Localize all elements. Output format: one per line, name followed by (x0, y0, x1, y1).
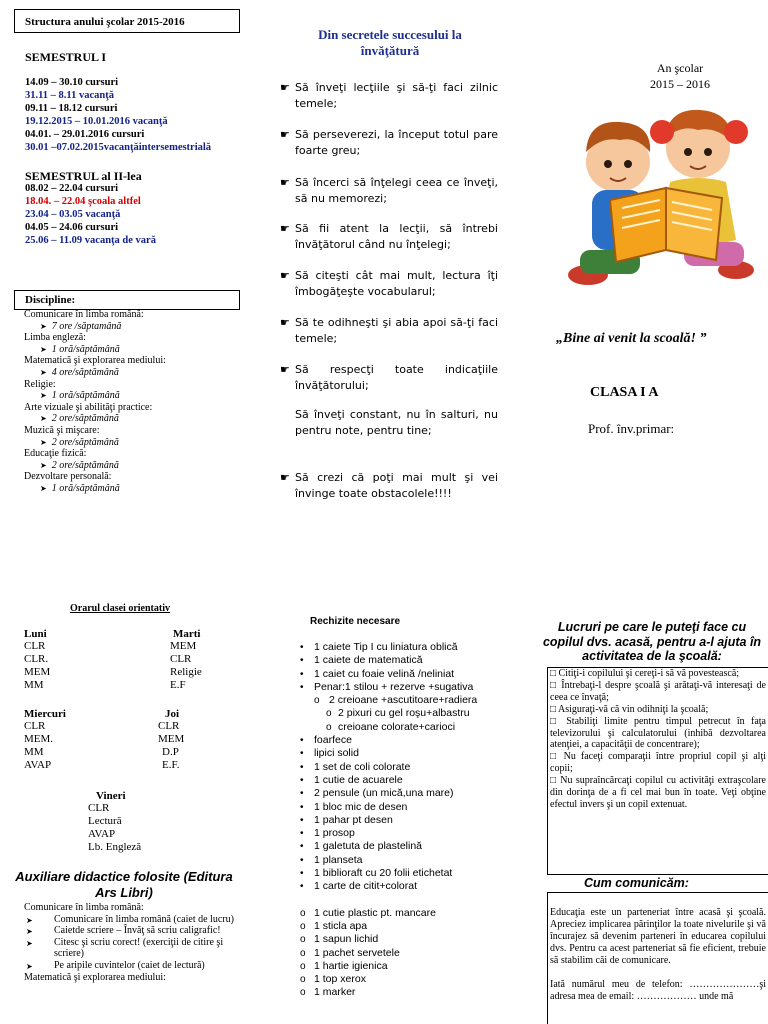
supply-item (298, 920, 508, 933)
arrowhead-icon: ➤ (26, 927, 33, 937)
aux-item-text: Citesc şi scriu corect! (exerciţii de citire şi scriere) (54, 936, 224, 960)
aux-item-text: Comunicare în limba română (caiet de lucru) (54, 913, 234, 925)
semester-date-line: 23.04 – 03.05 vacanţă (25, 209, 121, 220)
arrowhead-icon: ➤ (40, 391, 47, 401)
tip-text: Să citeşti cât mai mult, lectura îţi îmbogăţeşte vocabularul; (295, 269, 498, 298)
supply-text: 1 sapun lichid (314, 933, 379, 946)
lesson: MEM. (24, 733, 54, 745)
supplies-list (298, 641, 508, 1000)
discipline-hours-text: 2 ore/săptămână (51, 436, 119, 448)
schedule-day (24, 628, 84, 692)
contact-text: Iată numărul meu de telefon: …………………şi adresa mea de email: ……………… unde mă (550, 979, 766, 1002)
schedule-day (170, 628, 240, 692)
supply-item (298, 986, 508, 999)
supply-text: 1 top xerox (314, 973, 366, 986)
tip-item (280, 80, 498, 112)
book-right (666, 188, 722, 260)
discipline-name: Matematică şi explorarea mediului: (24, 355, 166, 367)
supply-text: 1 prosop (314, 827, 355, 840)
supply-text: 1 pachet servetele (314, 946, 400, 959)
supply-text: 1 cutie de acuarele (314, 773, 403, 786)
disciplines-list (24, 309, 239, 495)
bullet-icon: o (326, 721, 332, 733)
school-year-label: An şcolar (656, 61, 704, 75)
supply-text: 1 marker (314, 986, 356, 999)
supply-text: 1 biblioraft cu 20 folii etichetat (314, 867, 453, 880)
bullet-icon: • (300, 828, 304, 840)
arrowhead-icon: ➤ (40, 414, 47, 424)
semester-date-line: 18.04. – 22.04 şcoala altfel (25, 196, 141, 207)
schedule-day (158, 708, 228, 772)
bullet-icon: o (314, 695, 320, 707)
supply-item (298, 694, 508, 707)
arrowhead-icon: ➤ (40, 437, 47, 447)
semester-date-line: 04.01. – 29.01.2016 cursuri (25, 129, 145, 140)
pointing-hand-icon: ☛ (280, 269, 290, 282)
tip-text: Să te odihneşti şi abia apoi să-ţi faci temele; (295, 316, 498, 345)
discipline-hours-text: 2 ore/săptămână (51, 413, 119, 425)
semester-date-line: 19.12.2015 – 10.01.2016 vacanţă (25, 116, 168, 127)
supply-text: foarfece (314, 734, 352, 747)
bullet-icon: • (300, 814, 304, 826)
bullet-icon: • (300, 668, 304, 680)
day-name: Marti (173, 628, 201, 640)
supply-text: 1 galetuta de plastelină (314, 840, 422, 853)
bullet-icon: • (300, 801, 304, 813)
discipline-hours (24, 460, 239, 472)
discipline-hours (24, 344, 239, 356)
teacher-label: Prof. înv.primar: (588, 421, 675, 436)
arrowhead-icon: ➤ (40, 460, 47, 470)
circle-bullet-icon: o (300, 960, 306, 972)
tip-item (280, 127, 498, 159)
supply-item (298, 854, 508, 867)
discipline-hours (24, 390, 239, 402)
spacer (298, 894, 508, 907)
tip-text: Să înveţi constant, nu în salturi, nu pentru note, pentru tine; (295, 408, 498, 437)
discipline-hours (24, 413, 239, 425)
parent-tip: □ Nu faceţi comparaţii între propriul copil şi alţi copii; (550, 751, 766, 775)
supply-item (298, 814, 508, 827)
school-year-value: 2015 – 2016 (650, 77, 710, 91)
tip-text: Să respecţi toate indicaţiile învăţătorului; (295, 363, 498, 392)
discipline-name: Comunicare în limba română: (24, 309, 144, 320)
bullet-icon: • (300, 868, 304, 880)
schedule-title: Orarul clasei orientativ (70, 603, 170, 614)
arrowhead-icon: ➤ (40, 344, 47, 354)
lesson: D.P (162, 746, 179, 758)
lesson: Lb. Engleză (88, 841, 142, 853)
day-name: Vineri (96, 790, 126, 802)
supply-item (298, 787, 508, 800)
tip-plain (280, 407, 498, 439)
aux-item (24, 960, 246, 972)
parents-title: Lucruri pe care le puteţi face cu copilul dvs. acasă, pentru a-l ajuta în activitatea de la şcoală: (542, 620, 762, 663)
lesson: E.F. (162, 759, 180, 771)
circle-bullet-icon: o (300, 920, 306, 932)
lesson: CLR (88, 802, 110, 814)
semester-date-line: 04.05 – 24.06 cursuri (25, 222, 119, 233)
tip-item (280, 362, 498, 394)
discipline-hours-text: 1 oră/săptămână (51, 482, 120, 494)
supply-text: lipici solid (314, 747, 359, 760)
auxiliaries-list (24, 902, 246, 983)
supply-text: 1 planseta (314, 853, 363, 866)
supplies-title: Rechizite necesare (310, 616, 401, 627)
lesson: CLR (170, 653, 192, 665)
circle-bullet-icon: o (300, 947, 306, 959)
communication-text: Educaţia este un parteneriat între acasă şi şcoală. Apreciez implicarea părinţilor la toate nivelurile şi vă încurajez să devenim parteneri în educarea copilului dvs. Pentru ca acest parteneriat să fie eficient, trebuie să stabilim căi de comunicare. (550, 907, 766, 966)
supply-item (298, 867, 508, 880)
supply-item (298, 840, 508, 853)
day-name: Miercuri (24, 708, 66, 720)
aux-item (24, 925, 246, 937)
tip-item (280, 268, 498, 300)
supply-item (298, 907, 508, 920)
parent-tip: □ Citiţi-i copilului şi cereţi-i să vă povestească; (550, 668, 740, 679)
circle-bullet-icon: o (300, 934, 306, 946)
discipline-hours-text: 2 ore/săptămână (51, 459, 119, 471)
arrowhead-icon: ➤ (40, 483, 47, 493)
lesson: CLR (24, 720, 46, 732)
supply-text: 1 set de coli colorate (314, 760, 411, 773)
arrowhead-icon: ➤ (26, 961, 33, 971)
bullet-icon: o (326, 708, 332, 720)
aux-item (24, 914, 246, 926)
pointing-hand-icon: ☛ (280, 81, 290, 94)
class-name: CLASA I A (590, 385, 659, 400)
bullet-icon: • (300, 642, 304, 653)
pointing-hand-icon: ☛ (280, 316, 290, 329)
bullet-icon: • (300, 761, 304, 773)
discipline-hours (24, 437, 239, 449)
arrowhead-icon: ➤ (26, 915, 33, 925)
supply-item (298, 947, 508, 960)
lesson: CLR (24, 640, 46, 652)
discipline-name: Arte vizuale şi abilităţi practice: (24, 401, 153, 413)
semester1-title: SEMESTRUL I (25, 50, 107, 64)
secrets-title: Din secretele succesului la învăţătură (318, 27, 462, 58)
supply-text: creioane colorate+carioci (338, 720, 456, 733)
lesson: CLR. (24, 653, 49, 665)
supply-text: 1 caiet cu foaie velină /neliniat (314, 667, 455, 680)
supply-text: 2 creioane +ascutitoare+radiera (329, 694, 478, 707)
tip-text: Să încerci să înţelegi ceea ce înveţi, să nu memorezi; (295, 176, 498, 205)
auxiliaries-title: Auxiliare didactice folosite (Editura Ars Libri) (15, 869, 233, 900)
school-year (610, 60, 750, 92)
bullet-icon: • (300, 774, 304, 786)
semester2-list (25, 182, 156, 247)
supply-text: 1 caiete Tip I cu liniatura oblică (314, 641, 458, 653)
tip-text: Să perseverezi, la început totul pare foarte greu; (295, 128, 498, 157)
discipline-name: Educaţie fizică: (24, 448, 87, 460)
lesson: MEM (158, 733, 185, 745)
supply-text: 2 pixuri cu gel roşu+albastru (338, 707, 470, 720)
supply-item (298, 973, 508, 986)
day-name: Joi (165, 708, 180, 720)
discipline-hours-text: 7 ore /săptamână (51, 320, 122, 332)
tip-item (280, 470, 498, 502)
semester-date-line: 14.09 – 30.10 cursuri (25, 77, 119, 88)
discipline-hours-text: 4 ore/săptămână (51, 366, 119, 378)
semester-date-line: 25.06 – 11.09 vacanţa de vară (25, 235, 156, 246)
supply-item (298, 747, 508, 760)
welcome-text: „Bine ai venit la scoală! ” (556, 331, 707, 346)
circle-bullet-icon: o (300, 974, 306, 986)
children-reading-illustration (566, 90, 756, 300)
supply-item (298, 761, 508, 774)
schedule-day (88, 790, 178, 854)
arrowhead-icon: ➤ (26, 938, 33, 948)
arrowhead-icon: ➤ (40, 367, 47, 377)
tip-text: Să înveţi lecţiile şi să-ţi faci zilnic temele; (295, 81, 498, 110)
semester-date-line: 30.01 –07.02.2015vacanţăintersemestrială (25, 142, 212, 153)
supply-text: 1 bloc mic de desen (314, 800, 408, 813)
parent-tip: □ Asiguraţi-vă că vin odihniţi la şcoală; (550, 703, 709, 715)
lesson: AVAP (24, 759, 52, 771)
bullet-icon: • (300, 655, 304, 667)
lesson: CLR (158, 720, 180, 732)
lesson: Religie (170, 666, 202, 678)
pointing-hand-icon: ☛ (280, 128, 290, 141)
bullet-icon: • (300, 735, 304, 747)
discipline-hours (24, 483, 239, 495)
bullet-icon: • (300, 881, 304, 893)
communication-title: Cum comunicăm: (584, 876, 689, 890)
supply-item (298, 654, 508, 667)
supply-item (298, 707, 508, 720)
aux-item-text: Caietde scriere – Învăţ să scriu caligrafic! (54, 925, 221, 937)
supply-text: 1 hartie igienica (314, 959, 388, 972)
lesson: MEM (24, 666, 51, 678)
supply-item (298, 827, 508, 840)
aux-subject: Comunicare în limba română: (24, 902, 144, 913)
day-name: Luni (24, 628, 47, 640)
lesson: MM (24, 679, 44, 691)
pointing-hand-icon: ☛ (280, 176, 290, 189)
supply-item (298, 721, 508, 734)
supply-text: 1 sticla apa (314, 919, 368, 932)
supply-item (298, 641, 508, 654)
supply-item (298, 681, 508, 694)
disciplines-title: Discipline: (14, 290, 240, 310)
lesson: E.F (170, 679, 186, 691)
supply-text: 1 caiete de matematică (314, 654, 423, 667)
parent-tip: □ Întrebaţi-l despre şcoală şi arătaţi-vă interesaţi de ceea ce învaţă; (550, 679, 766, 703)
tip-text: Să fii atent la lecţii, să întrebi învăţătorul când nu înţelegi; (295, 222, 498, 251)
discipline-hours-text: 1 oră/săptămână (51, 390, 120, 402)
discipline-hours (24, 321, 239, 333)
semester2-title: SEMESTRUL al II-lea (25, 169, 142, 183)
lesson: MEM (170, 640, 197, 652)
lesson: Lectură (88, 815, 122, 827)
parent-tip: □ Nu supraîncărcaţi copilul cu activităţi extraşcolare din dorinţa de a fi cel mai bun în toate. Veţi obţine efectul invers şi un copil extenuat. (550, 775, 766, 810)
pointing-hand-icon: ☛ (280, 363, 290, 376)
supply-item (298, 801, 508, 814)
supply-text: 2 pensule (un mică,una mare) (314, 787, 454, 800)
aux-item-text: Pe aripile cuvintelor (caiet de lectură) (54, 959, 205, 971)
tip-text: Să crezi că poţi mai mult şi vei învinge toate obstacolele!!!! (295, 471, 498, 500)
circle-bullet-icon: o (300, 907, 306, 919)
tip-item (280, 221, 498, 253)
semester-date-line: 31.11 – 8.11 vacanţă (25, 90, 114, 101)
discipline-hours (24, 367, 239, 379)
supply-text: 1 cutie plastic pt. mancare (314, 906, 436, 919)
structure-title: Structura anului şcolar 2015-2016 (14, 9, 240, 33)
aux-subject: Matematică şi explorarea mediului: (24, 971, 166, 983)
discipline-name: Religie: (24, 378, 56, 390)
supply-text: 1 carte de citit+colorat (314, 880, 418, 893)
discipline-name: Limba engleză: (24, 332, 86, 344)
supply-item (298, 734, 508, 747)
discipline-name: Muzică şi mişcare: (24, 424, 100, 436)
pointing-hand-icon: ☛ (280, 471, 290, 484)
semester1-list (25, 76, 211, 154)
communication-box (547, 892, 768, 1024)
lesson: MM (24, 746, 44, 758)
supply-item (298, 668, 508, 681)
bullet-icon: • (300, 788, 304, 800)
circle-bullet-icon: o (300, 987, 306, 999)
supply-item (298, 774, 508, 787)
discipline-hours-text: 1 oră/săptămână (51, 343, 120, 355)
lesson: AVAP (88, 828, 116, 840)
semester-date-line: 08.02 – 22.04 cursuri (25, 183, 119, 194)
parents-tips-box (547, 667, 768, 875)
semester-date-line: 09.11 – 18.12 cursuri (25, 103, 118, 114)
bullet-icon: • (300, 854, 304, 866)
schedule-day (24, 708, 94, 772)
bullet-icon: • (300, 748, 304, 760)
tip-item (280, 315, 498, 347)
discipline-name: Dezvoltare personală: (24, 471, 112, 483)
arrowhead-icon: ➤ (40, 321, 47, 331)
supply-text: Penar:1 stilou + rezerve +sugativa (314, 680, 474, 693)
supply-item (298, 880, 508, 893)
bullet-icon: • (300, 681, 304, 693)
supply-item (298, 960, 508, 973)
pointing-hand-icon: ☛ (280, 222, 290, 235)
supply-item (298, 933, 508, 946)
parent-tip: □ Stabiliţi limite pentru timpul petrecut în faţa televizorului şi calculatorului (inhibă dezvoltarea atenţiei, a capacităţii de concentrare); (550, 715, 766, 751)
tip-item (280, 175, 498, 207)
bullet-icon: • (300, 841, 304, 853)
supply-text: 1 pahar pt desen (314, 813, 393, 826)
aux-item (24, 937, 246, 960)
